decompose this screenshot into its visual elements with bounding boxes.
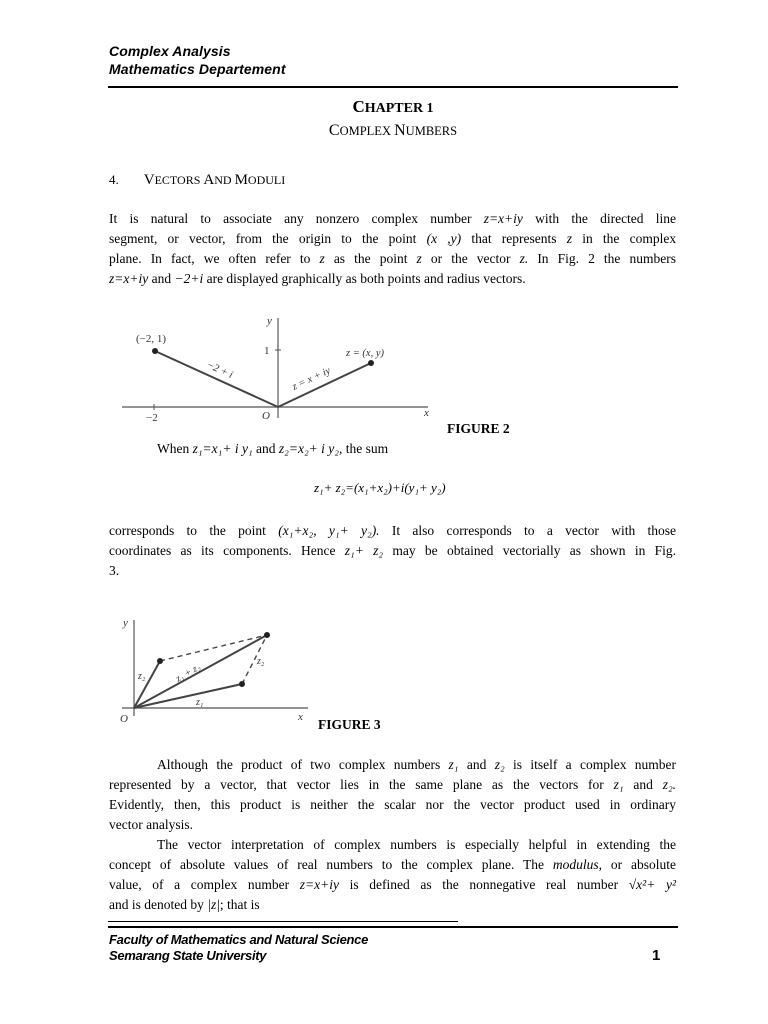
figure-2-diagram: [110, 310, 440, 428]
header-course: Complex Analysis: [109, 43, 231, 59]
footer-university: Semarang State University: [109, 948, 267, 963]
paragraph-vectors: It is natural to associate any nonzero complex number z=x+iy with the directed line segment, or vector, from the origin to the point (x ,y) that represents z in the complex plane. In fact, we often refer to z as the point z or the vector z. In Fig. 2 the numbers z=x+iy and −2+i are displayed graphically as both points and radius vectors.: [109, 211, 677, 286]
fig2-vector-left: [155, 351, 278, 407]
paragraph-product: Although the product of two complex numbers z₁ and z₂ is itself a complex number represented by a vector, that vector lies in the same plane as the vectors for z₁ and z₂. Evidently, then, this product is neither the scalar nor the vector product used in ordinary vector analysis.: [109, 757, 677, 832]
fig3-dashed-top: [160, 635, 267, 661]
sum-intro: When z₁=x₁+ i y₁ and z₂=x₂+ i y₂, the sum: [157, 441, 389, 456]
fig3-label-z2-dashed: z₂: [257, 656, 265, 667]
fig3-point-sum: [264, 632, 270, 638]
fig2-label-point-right: z = (x, y): [346, 348, 384, 359]
fig2-label-y: y: [267, 315, 272, 327]
fig2-label-neg2: −2: [146, 412, 158, 424]
fig3-label-x: x: [298, 711, 303, 723]
paragraph-sum: corresponds to the point (x₁+x₂, y₁+ y₂). It also corresponds to a vector with those coordinates as its components. Hence z₁+ z₂ may be obtained vectorially as shown in Fig. 3.: [109, 523, 676, 578]
fig2-label-vector-left: −2 + i: [204, 359, 235, 381]
figure-3-diagram: [112, 612, 312, 732]
fig2-point-right: [368, 360, 374, 366]
footer-rule: [108, 926, 678, 928]
header-rule: [108, 86, 678, 88]
page-number: 1: [652, 947, 661, 964]
fig2-label-x: x: [424, 407, 429, 419]
sum-formula: z₁+ z₂=(x₁+x₂)+i(y₁+ y₂): [314, 480, 446, 495]
fig3-vector-z1: [134, 684, 242, 708]
footer-rule-short: [108, 921, 458, 922]
fig2-label-vector-right: z = x + iy: [290, 365, 333, 393]
fig3-label-z2: z₂: [138, 671, 146, 682]
fig3-label-y: y: [123, 617, 128, 629]
fig2-label-point-left: (−2, 1): [136, 333, 167, 345]
fig3-point-z1: [239, 681, 245, 687]
paragraph-modulus: The vector interpretation of complex numbers is especially helpful in extending the concept of absolute values of real numbers to the complex plane. The modulus, or absolute value, of a complex number z=x+iy is defined as the nonnegative real number √x²+ y² and is denoted by |z|; that is: [109, 837, 677, 912]
fig3-point-z2: [157, 658, 163, 664]
fig2-label-origin: O: [262, 410, 270, 422]
fig2-point-left: [152, 348, 158, 354]
chapter-label: CHAPTER 1: [352, 97, 434, 116]
fig2-label-one: 1: [264, 345, 270, 357]
header-department: Mathematics Departement: [109, 61, 286, 77]
fig3-label-origin: O: [120, 713, 128, 725]
chapter-title: COMPLEX NUMBERS: [328, 122, 458, 139]
fig3-label-sum: z₁ + z₂: [174, 661, 203, 685]
section-heading: 4. VECTORS AND MODULI: [109, 172, 286, 188]
figure-2-caption: FIGURE 2: [447, 421, 510, 436]
figure-3-caption: FIGURE 3: [318, 717, 381, 732]
footer-faculty: Faculty of Mathematics and Natural Science: [109, 932, 369, 947]
fig3-label-z1: z₁: [196, 697, 204, 708]
